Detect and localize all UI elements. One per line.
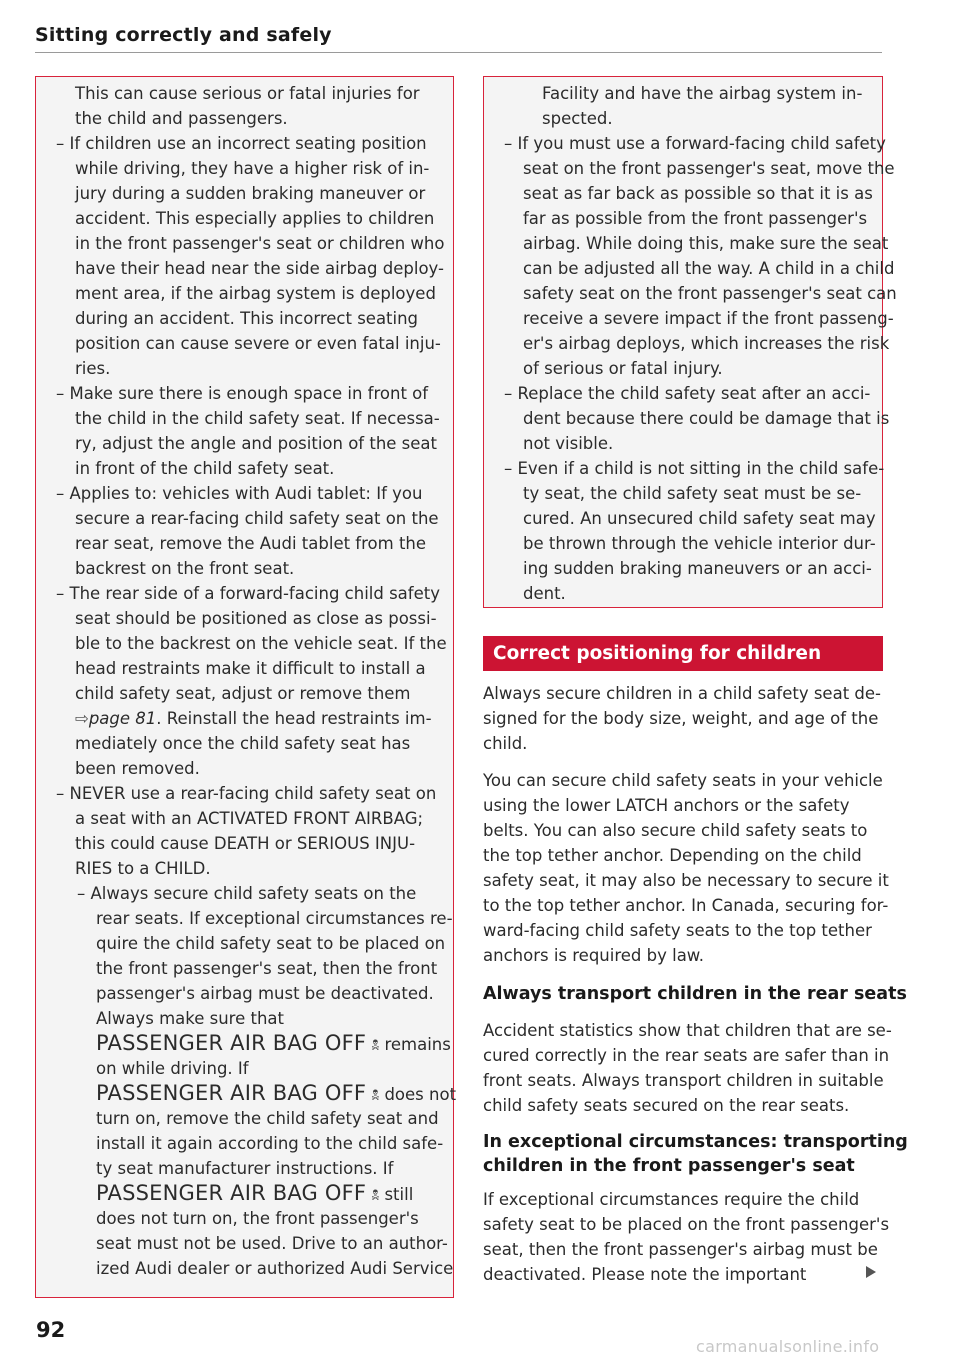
paragraph-line: safety seat, it may also be necessary to secure it [483,871,889,890]
warning-text: seat as far back as possible so that it is as [523,184,873,203]
warning-text: ment area, if the airbag system is deployed [75,284,436,303]
paragraph-line: Accident statistics show that children that are se- [483,1021,892,1040]
paragraph-line: signed for the body size, weight, and age of the [483,709,879,728]
warning-text: does not turn on, the front passenger's [96,1209,419,1228]
warning-text: while driving, they have a higher risk of in- [75,159,430,178]
airbag-off-icon: 🕱 [371,1186,380,1204]
warning-text [56,706,439,731]
warning-text: install it again according to the child safe- [96,1134,444,1153]
warning-text: ing sudden braking maneuvers or an acci- [523,559,872,578]
paragraph-line: belts. You can also secure child safety seats to [483,821,868,840]
warning-text: spected. [542,109,613,128]
warning-text [56,1031,451,1056]
warning-text: ty seat, the child safety seat must be se- [523,484,862,503]
warning-text: the front passenger's seat, then the front [96,959,438,978]
warning-text: ries. [75,359,111,378]
paragraph-line: anchors is required by law. [483,946,705,965]
paragraph-line: You can secure child safety seats in your vehicle [483,771,883,790]
subheading-line: In exceptional circumstances: transporting [483,1132,908,1152]
warning-text: in the front passenger's seat or children who [75,234,445,253]
warning-text: ized Audi dealer or authorized Audi Service [96,1259,454,1278]
warning-text: dent because there could be damage that is [523,409,890,428]
warning-text: seat on the front passenger's seat, move the [523,159,895,178]
continue-arrow-icon [866,1266,876,1278]
warning-text-span: . Reinstall the head restraints im- [156,709,432,728]
warning-text: Facility and have the airbag system in- [542,84,863,103]
paragraph [483,681,881,756]
warning-text: the child in the child safety seat. If necessa- [75,409,440,428]
paragraph-line: ward-facing child safety seats to the top tether [483,921,872,940]
warning-text: this could cause DEATH or SERIOUS INJU- [75,834,416,853]
warning-text: been removed. [75,759,200,778]
paragraph-line: using the lower LATCH anchors or the safety [483,796,850,815]
warning-text: mediately once the child safety seat has [75,734,411,753]
warning-text: seat should be positioned as close as possi- [75,609,437,628]
page-header-title: Sitting correctly and safely [35,24,332,46]
paragraph-line: child. [483,734,528,753]
warning-text: cured. An unsecured child safety seat may [523,509,876,528]
warning-bullet: – If children use an incorrect seating position [56,134,427,153]
warning-text: jury during a sudden braking maneuver or [75,184,426,203]
warning-text: can be adjusted all the way. A child in a child [523,259,895,278]
section-heading: Correct positioning for children [483,636,883,671]
paragraph [483,1187,889,1287]
paragraph-line: seat, then the front passenger's airbag must be [483,1240,878,1259]
warning-bullet: – If you must use a forward-facing child safety [504,134,886,153]
warning-sub-bullet: – Always secure child safety seats on the [77,884,417,903]
warning-text: a seat with an ACTIVATED FRONT AIRBAG; [75,809,424,828]
warning-text-span: remains [379,1035,451,1054]
warning-text: rear seats. If exceptional circumstances re- [96,909,453,928]
warning-text: ty seat manufacturer instructions. If [96,1159,394,1178]
warning-text: during an accident. This incorrect seating [75,309,419,328]
warning-bullet: – The rear side of a forward-facing child safety [56,584,440,603]
paragraph-line: front seats. Always transport children in suitable [483,1071,884,1090]
warning-box-left [35,76,457,1298]
paragraph [483,768,889,968]
warning-bullet: – Even if a child is not sitting in the child safe- [504,459,885,478]
warning-text: This can cause serious or fatal injuries for [75,84,420,103]
warning-text: have their head near the side airbag deploy- [75,259,444,278]
warning-box-right [483,76,897,608]
warning-text: passenger's airbag must be deactivated. [96,984,434,1003]
warning-text: airbag. While doing this, make sure the seat [523,234,889,253]
warning-text: the child and passengers. [75,109,288,128]
warning-text: accident. This especially applies to children [75,209,435,228]
warning-text: in front of the child safety seat. [75,459,335,478]
paragraph-line: to the top tether anchor. In Canada, securing for- [483,896,889,915]
watermark: carmanualsonline.info [696,1337,880,1356]
warning-bullet: – Applies to: vehicles with Audi tablet: If you [56,484,423,503]
warning-text: secure a rear-facing child safety seat on the [75,509,439,528]
paragraph [483,1018,892,1118]
warning-text: backrest on the front seat. [75,559,295,578]
warning-text: not visible. [523,434,614,453]
subheading: Always transport children in the rear seats [483,984,907,1004]
warning-text: position can cause severe or even fatal inju- [75,334,441,353]
passenger-airbag-off-label: PASSENGER AIR BAG OFF [96,1081,367,1105]
passenger-airbag-off-label: PASSENGER AIR BAG OFF [96,1031,367,1055]
header-divider [35,52,882,53]
warning-text: RIES to a CHILD. [75,859,211,878]
warning-text: of serious or fatal injury. [523,359,723,378]
airbag-off-icon: 🕱 [371,1036,380,1054]
subheading [483,1130,908,1178]
paragraph-line: cured correctly in the rear seats are safer than in [483,1046,890,1065]
warning-text: safety seat on the front passenger's seat can [523,284,897,303]
page-number: 92 [36,1318,66,1342]
warning-text: ry, adjust the angle and position of the seat [75,434,438,453]
warning-text-span: still [379,1185,414,1204]
warning-bullet: – Replace the child safety seat after an acci- [504,384,871,403]
warning-text [56,1081,457,1106]
warning-text-span: does not [379,1085,457,1104]
warning-bullet: – NEVER use a rear-facing child safety seat on [56,784,437,803]
warning-text: head restraints make it difficult to install a [75,659,426,678]
paragraph-line: deactivated. Please note the important [483,1265,807,1284]
warning-text: Always make sure that [96,1009,285,1028]
airbag-off-icon: 🕱 [371,1086,380,1104]
warning-text: turn on, remove the child safety seat and [96,1109,439,1128]
warning-text: be thrown through the vehicle interior dur- [523,534,876,553]
warning-text: dent. [523,584,566,603]
subheading-line: children in the front passenger's seat [483,1156,855,1176]
passenger-airbag-off-label: PASSENGER AIR BAG OFF [96,1181,367,1205]
warning-text: quire the child safety seat to be placed on [96,934,446,953]
warning-bullet: – Make sure there is enough space in front of [56,384,429,403]
paragraph-line: child safety seats secured on the rear seats. [483,1096,850,1115]
warning-text: seat must not be used. Drive to an author- [96,1234,448,1253]
warning-text: on while driving. If [96,1059,249,1078]
warning-text: far as possible from the front passenger's [523,209,868,228]
warning-text: child safety seat, adjust or remove them [75,684,411,703]
warning-text [56,1181,439,1206]
warning-text: rear seat, remove the Audi tablet from the [75,534,427,553]
warning-text: er's airbag deploys, which increases the risk [523,334,890,353]
warning-text: receive a severe impact if the front passeng- [523,309,894,328]
page-ref-arrow-icon: ⇨ [75,709,89,728]
paragraph-line: If exceptional circumstances require the child [483,1190,860,1209]
page-reference-link[interactable]: page 81 [88,709,157,728]
paragraph-line: the top tether anchor. Depending on the child [483,846,862,865]
paragraph-line: safety seat to be placed on the front passenger's [483,1215,890,1234]
warning-text: ble to the backrest on the vehicle seat. If the [75,634,447,653]
paragraph-line: Always secure children in a child safety seat de- [483,684,881,703]
